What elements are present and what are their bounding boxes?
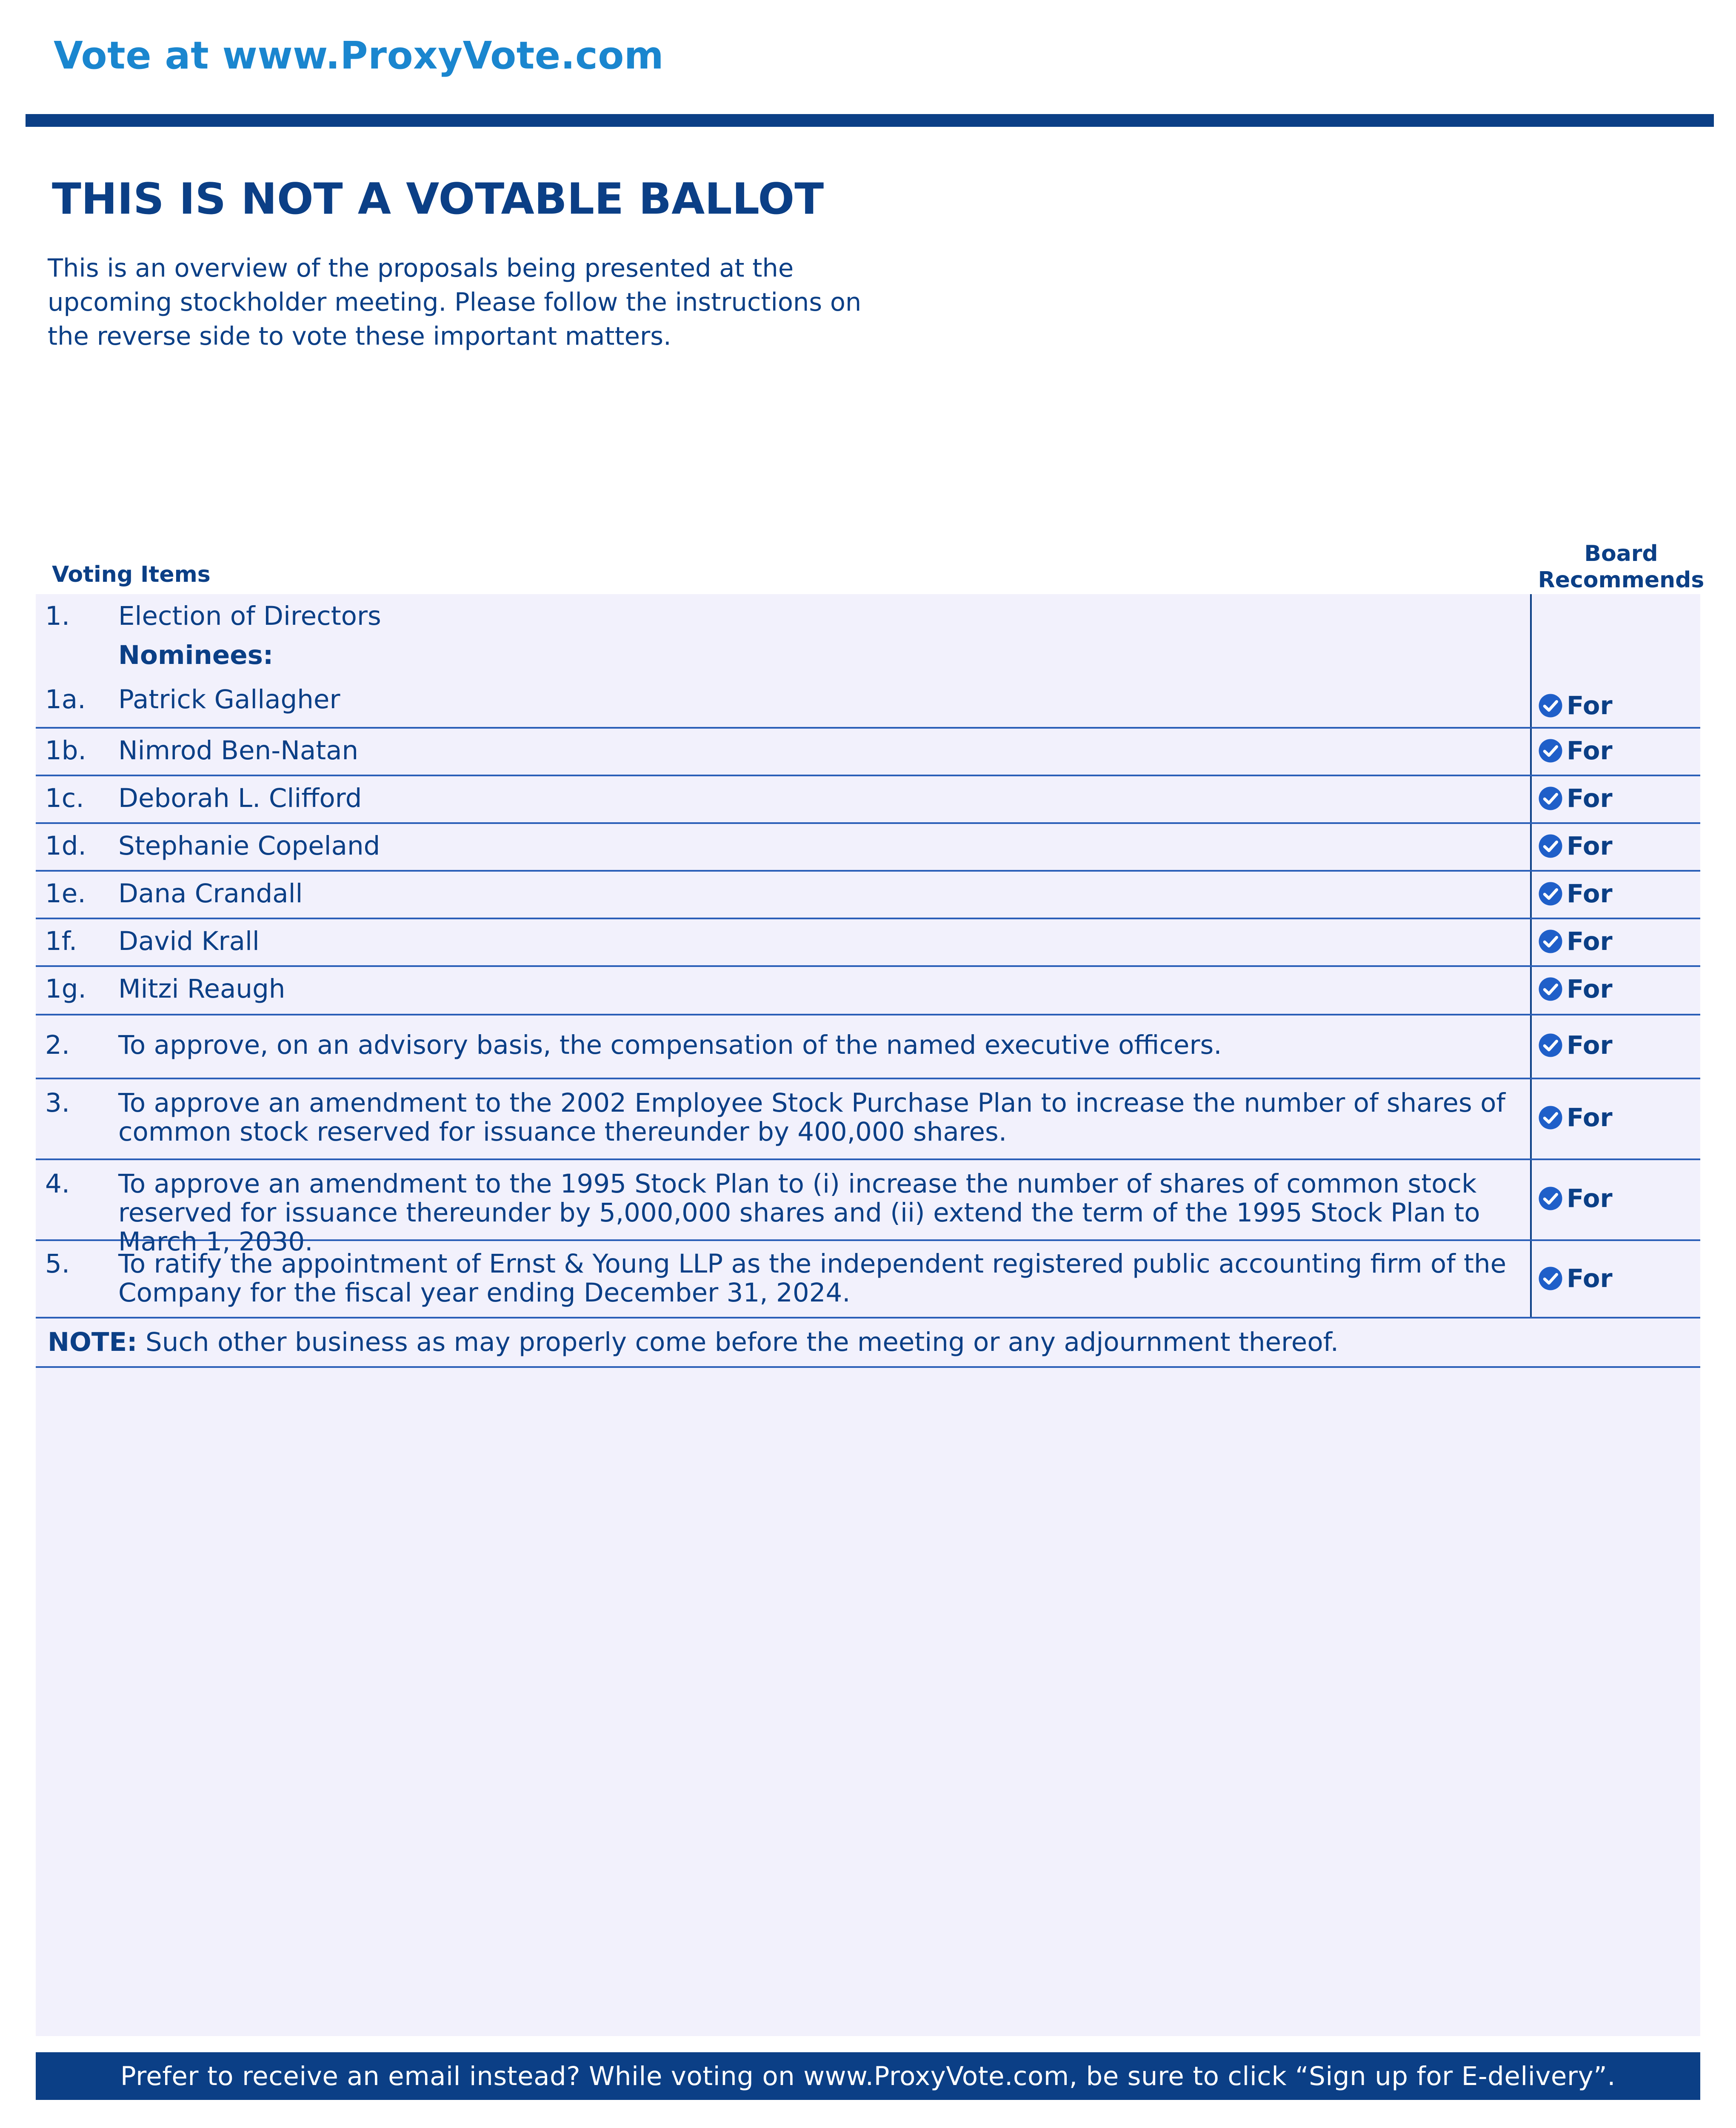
note-text [48, 1328, 1694, 1357]
recommendation-label: For [1567, 974, 1613, 1004]
intro-paragraph: This is an overview of the proposals being presented at the upcoming stockholder meeting. Please follow the instructions on the reverse side to vote these important matters. [48, 253, 862, 351]
voting-items-header: Voting Items [52, 562, 211, 587]
item-number: 3. [45, 1088, 70, 1118]
item-text: Patrick Gallagher [118, 684, 340, 715]
table-row [36, 1160, 1700, 1257]
item-number: 4. [45, 1169, 70, 1199]
recommendation-label: For [1567, 831, 1613, 861]
recommendation [1538, 832, 1613, 861]
recommendation-label: For [1567, 1184, 1613, 1213]
item-number: 1b. [45, 735, 86, 766]
ballot-title: THIS IS NOT A VOTABLE BALLOT [52, 174, 824, 224]
item-text: Election of Directors [118, 601, 381, 631]
board-header-line2: Recommends [1538, 567, 1705, 593]
table-row [36, 729, 1700, 776]
nominees-label: Nominees: [118, 640, 274, 670]
table-row [36, 1015, 1700, 1079]
item-number: 2. [45, 1030, 70, 1060]
check-circle-icon [1538, 1105, 1563, 1130]
item-text: David Krall [118, 926, 260, 956]
table-row [36, 1079, 1700, 1160]
item-number: 1. [45, 601, 70, 631]
recommendation-label: For [1567, 736, 1613, 765]
table-row [36, 776, 1700, 824]
recommendation-label: For [1567, 691, 1613, 720]
item-text: Nimrod Ben-Natan [118, 735, 359, 766]
item-text: Deborah L. Clifford [118, 783, 362, 813]
recommendation [1538, 1184, 1613, 1213]
item-number: 1g. [45, 974, 86, 1004]
item-number: 1f. [45, 926, 77, 956]
item-text: To ratify the appointment of Ernst & Young LLP as the independent registered public accounting firm of the Company for the fiscal year ending December 31, 2024. [118, 1249, 1507, 1308]
check-circle-icon [1538, 738, 1563, 764]
check-circle-icon [1538, 1033, 1563, 1058]
recommendation [1538, 879, 1613, 908]
check-circle-icon [1538, 1186, 1563, 1211]
recommendation-label: For [1567, 927, 1613, 956]
item-text: To approve an amendment to the 2002 Employee Stock Purchase Plan to increase the number of shares of common stock reserved for issuance thereunder by 400,000 shares. [118, 1088, 1505, 1147]
note-divider [36, 1366, 1700, 1368]
recommendation [1538, 691, 1613, 720]
footer-text: Prefer to receive an email instead? While voting on www.ProxyVote.com, be sure to click “Sign up for E-delivery”. [120, 2061, 1616, 2091]
item-text: Dana Crandall [118, 878, 303, 909]
check-circle-icon [1538, 929, 1563, 954]
proxyvote-url-link[interactable]: Vote at www.ProxyVote.com [54, 33, 664, 77]
item-number: 1d. [45, 831, 86, 861]
table-row [36, 1241, 1700, 1319]
item-text: To approve, on an advisory basis, the compensation of the named executive officers. [118, 1030, 1222, 1060]
check-circle-icon [1538, 786, 1563, 811]
check-circle-icon [1538, 976, 1563, 1002]
table-row [36, 594, 1700, 729]
item-text: Stephanie Copeland [118, 831, 380, 861]
recommendation [1538, 736, 1613, 765]
board-recommends-header [1523, 541, 1719, 593]
table-row [36, 919, 1700, 967]
table-row [36, 824, 1700, 872]
item-number: 1c. [45, 783, 84, 813]
board-header-line1: Board [1584, 541, 1658, 566]
e-delivery-footer [36, 2052, 1700, 2100]
recommendation-label: For [1567, 1030, 1613, 1060]
recommendation-label: For [1567, 1264, 1613, 1293]
check-circle-icon [1538, 881, 1563, 907]
table-row [36, 872, 1700, 919]
recommendation [1538, 975, 1613, 1004]
header-divider [26, 114, 1714, 127]
recommendation-label: For [1567, 784, 1613, 813]
item-number: 5. [45, 1249, 70, 1279]
item-number: 1a. [45, 684, 86, 715]
item-text: To approve an amendment to the 1995 Stock Plan to (i) increase the number of shares of common stock reserved for issuance thereunder by 5,000,000 shares and (ii) extend the term of the 1995 Stock Plan to March 1, 2030. [118, 1169, 1480, 1257]
item-text: Mitzi Reaugh [118, 974, 286, 1004]
recommendation [1538, 927, 1613, 956]
note-body: Such other business as may properly come before the meeting or any adjournment thereof. [137, 1327, 1339, 1357]
recommendation-label: For [1567, 879, 1613, 908]
check-circle-icon [1538, 693, 1563, 718]
recommendation [1538, 784, 1613, 813]
recommendation [1538, 1103, 1613, 1132]
recommendation [1538, 1031, 1613, 1060]
recommendation [1538, 1264, 1613, 1293]
item-number: 1e. [45, 878, 86, 909]
table-row [36, 967, 1700, 1015]
note-label: NOTE: [48, 1327, 137, 1357]
check-circle-icon [1538, 833, 1563, 859]
recommendation-label: For [1567, 1103, 1613, 1132]
check-circle-icon [1538, 1266, 1563, 1291]
